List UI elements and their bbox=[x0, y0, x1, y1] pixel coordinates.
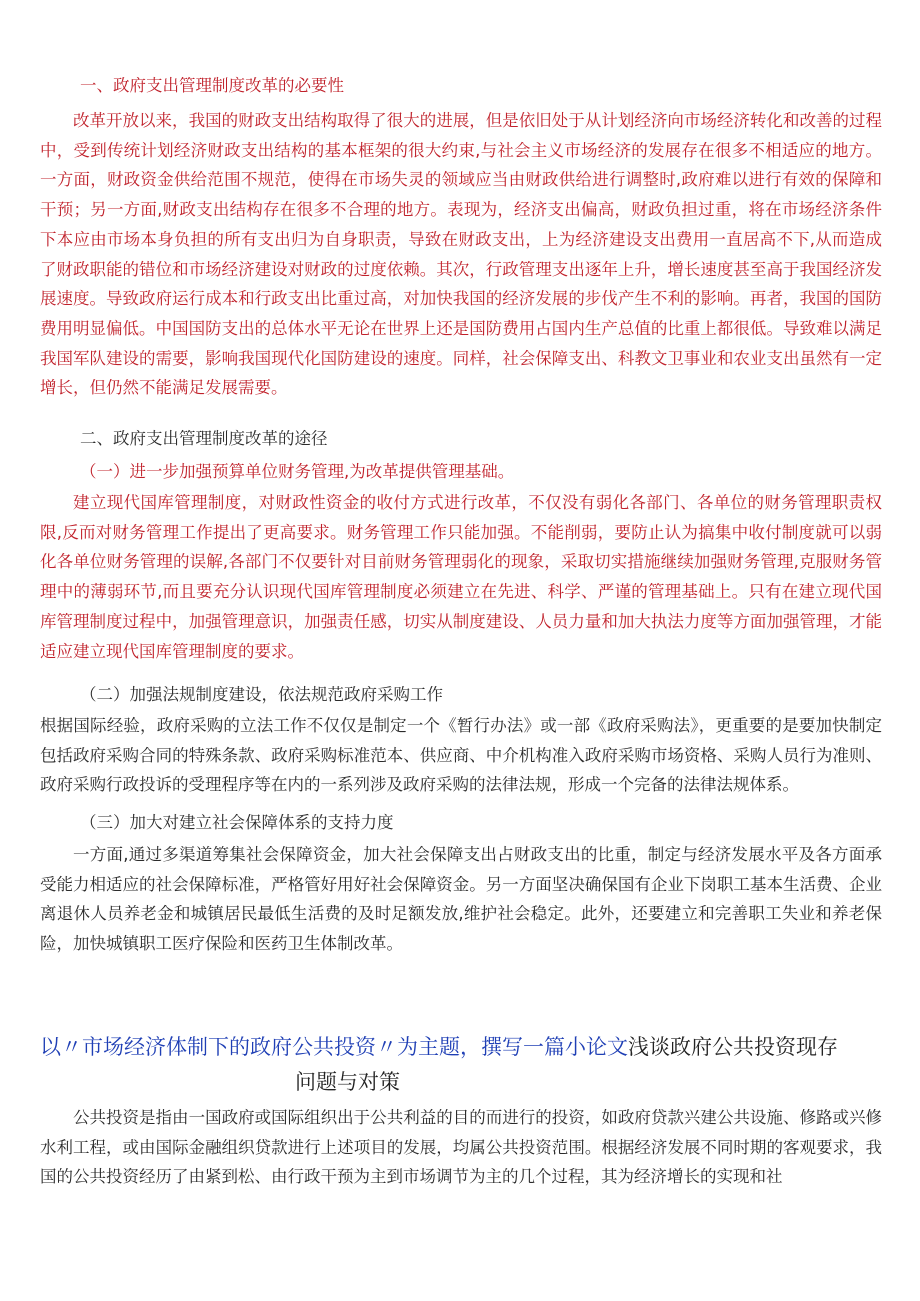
subsection1-heading: （一）进一步加强预算单位财务管理,为改革提供管理基础。 bbox=[80, 462, 515, 481]
article-body: 公共投资是指由一国政府或国际组织出于公共利益的目的而进行的投资，如政府贷款兴建公共设施、修路或兴修水利工程，或由国际金融组织贷款进行上述项目的发展，均属公共投资范围。根据经济发展不同时期的客观要求，我国的公共投资经历了由紧到松、由行政干预为主到市场调节为主的几个过程，其为经济增长的实现和社 bbox=[40, 1108, 882, 1187]
article-title-line2: 问题与对策 bbox=[295, 1070, 400, 1094]
subsection3-body: 一方面,通过多渠道筹集社会保障资金，加大社会保障支出占财政支出的比重，制定与经济发展水平及各方面承受能力相适应的社会保障标准，严格管好用好社会保障资金。另一方面坚决确保国有企业下岗职工基本生活费、企业离退休人员养老金和城镇居民最低生活费的及时足额发放,维护社会稳定。此外，还要建立和完善职工失业和养老保险，加快城镇职工医疗保险和医药卫生体制改革。 bbox=[40, 845, 882, 954]
section2-heading: 二、政府支出管理制度改革的途径 bbox=[80, 429, 328, 448]
subsection2-body: 根据国际经验，政府采购的立法工作不仅仅是制定一个《暂行办法》或一部《政府采购法》，更重要的是要加快制定包括政府采购合同的特殊条款、政府采购标准范本、供应商、中介机构准入政府采购市场资格、采购人员行为准则、政府采购行政投诉的受理程序等在内的一系列涉及政府采购的法律法规，形成一个完备的法律法规体系。 bbox=[40, 716, 882, 795]
subsection1-body: 建立现代国库管理制度，对财政性资金的收付方式进行改革，不仅没有弱化各部门、各单位的财务管理职责权限,反而对财务管理工作提出了更高要求。财务管理工作只能加强。不能削弱，要防止认为搞集中收付制度就可以弱化各单位财务管理的误解,各部门不仅要针对目前财务管理弱化的现象，采取切实措施继续加强财务管理,克服财务管理中的薄弱环节,而且要充分认识现代国库管理制度必须建立在先进、科学、严谨的管理基础上。只有在建立现代国库管理制度过程中，加强管理意识，加强责任感，切实从制度建设、人员力量和加大执法力度等方面加强管理，才能适应建立现代国库管理制度的要求。 bbox=[40, 493, 882, 661]
article-title-prefix: 以〃市场经济体制下的政府公共投资〃为主题，撰写一篇小论文 bbox=[40, 1035, 628, 1059]
subsection3-heading: （三）加大对建立社会保障体系的支持力度 bbox=[80, 813, 394, 832]
section1-heading: 一、政府支出管理制度改革的必要性 bbox=[80, 76, 344, 95]
section1-body: 改革开放以来，我国的财政支出结构取得了很大的进展，但是依旧处于从计划经济向市场经济转化和改善的过程中，受到传统计划经济财政支出结构的基本框架的很大约束,与社会主义市场经济的发展存在很多不相适应的地方。一方面，财政资金供给范围不规范，使得在市场失灵的领域应当由财政供给进行调整时,政府难以进行有效的保障和干预；另一方面,财政支出结构存在很多不合理的地方。表现为，经济支出偏高，财政负担过重，将在市场经济条件下本应由市场本身负担的所有支出归为自身职责，导致在财政支出，上为经济建设支出费用一直居高不下,从而造成了财政职能的错位和市场经济建设对财政的过度依赖。其次，行政管理支出逐年上升，增长速度甚至高于我国经济发展速度。导致政府运行成本和行政支出比重过高，对加快我国的经济发展的步伐产生不利的影响。再者，我国的国防费用明显偏低。中国国防支出的总体水平无论在世界上还是国防费用占国内生产总值的比重上都很低。导致难以满足我国军队建设的需要，影响我国现代化国防建设的速度。同样，社会保障支出、科教文卫事业和农业支出虽然有一定增长，但仍然不能满足发展需要。 bbox=[40, 111, 882, 398]
article-title bbox=[40, 1031, 882, 1064]
subsection2-heading: （二）加强法规制度建设，依法规范政府采购工作 bbox=[80, 685, 443, 704]
article-title-main: 浅谈政府公共投资现存 bbox=[628, 1035, 838, 1059]
